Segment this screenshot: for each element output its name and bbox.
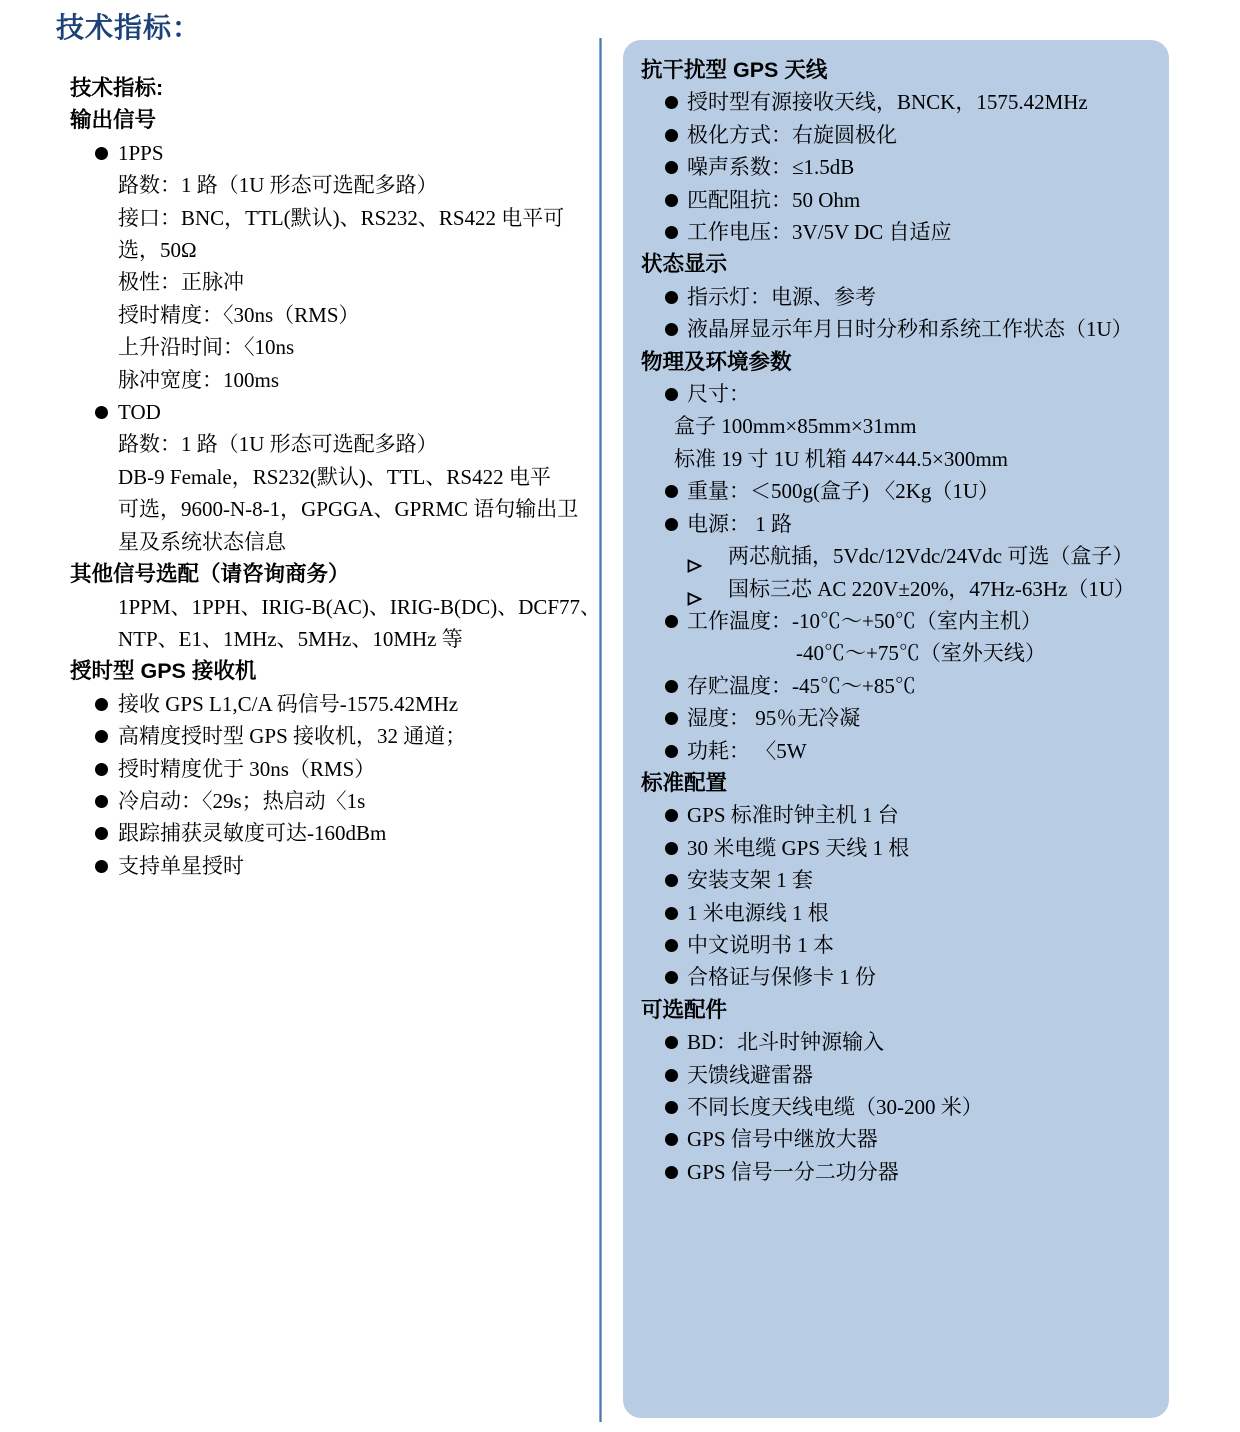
spec-line bbox=[641, 1156, 1151, 1188]
bullet-icon bbox=[665, 1069, 678, 1082]
spec-line bbox=[70, 461, 630, 493]
spec-line bbox=[70, 850, 630, 882]
bullet-icon bbox=[665, 615, 678, 628]
spec-line bbox=[70, 623, 630, 655]
page-title: 技术指标： bbox=[56, 12, 202, 43]
spec-line bbox=[641, 475, 1151, 507]
bullet-icon bbox=[95, 763, 108, 776]
bullet-icon bbox=[665, 809, 678, 822]
spec-text: 工作温度：-10℃～+50℃（室内主机） bbox=[687, 608, 1042, 633]
bullet-icon bbox=[95, 406, 108, 419]
spec-line bbox=[641, 961, 1151, 993]
bullet-icon bbox=[665, 842, 678, 855]
spec-line bbox=[641, 1123, 1151, 1155]
spec-text: 路数：1 路（1U 形态可选配多路） bbox=[118, 173, 438, 198]
spec-text: 脉冲宽度：100ms bbox=[118, 367, 280, 392]
spec-text: 噪声系数：≤1.5dB bbox=[687, 155, 855, 180]
spec-line bbox=[641, 573, 1151, 605]
spec-line bbox=[641, 702, 1151, 734]
spec-line bbox=[641, 151, 1151, 183]
bullet-icon bbox=[665, 1036, 678, 1049]
spec-line bbox=[70, 299, 630, 331]
bullet-icon bbox=[665, 1133, 678, 1146]
spec-text: 30 米电缆 GPS 天线 1 根 bbox=[687, 835, 910, 860]
spec-line bbox=[641, 119, 1151, 151]
spec-line bbox=[641, 767, 1151, 799]
spec-line bbox=[641, 1059, 1151, 1091]
spec-line bbox=[70, 169, 630, 201]
spec-line bbox=[70, 591, 630, 623]
spec-line bbox=[641, 897, 1151, 929]
spec-line bbox=[70, 558, 630, 590]
spec-line bbox=[641, 637, 1151, 669]
bullet-icon bbox=[665, 874, 678, 887]
bullet-icon bbox=[95, 698, 108, 711]
spec-line bbox=[70, 655, 630, 687]
bullet-icon bbox=[95, 795, 108, 808]
spec-text: 两芯航插，5Vdc/12Vdc/24Vdc 可选（盒子） bbox=[728, 544, 1134, 569]
spec-line bbox=[70, 688, 630, 720]
spec-text: 冷启动：〈29s；热启动〈1s bbox=[118, 788, 366, 813]
bullet-icon bbox=[665, 518, 678, 531]
spec-line bbox=[641, 605, 1151, 637]
spec-line bbox=[641, 1091, 1151, 1123]
spec-line bbox=[70, 266, 630, 298]
spec-text: TOD bbox=[118, 400, 161, 425]
panel-content bbox=[623, 40, 1169, 1188]
spec-text: 输出信号 bbox=[70, 108, 157, 133]
spec-line bbox=[70, 526, 630, 558]
bullet-icon bbox=[665, 194, 678, 207]
spec-line bbox=[641, 443, 1151, 475]
spec-text: 安装支架 1 套 bbox=[687, 868, 813, 893]
spec-text: 不同长度天线电缆（30-200 米） bbox=[687, 1095, 983, 1119]
spec-line bbox=[641, 54, 1151, 86]
bullet-icon bbox=[665, 680, 678, 693]
bullet-icon bbox=[665, 291, 678, 304]
spec-text: 抗干扰型 GPS 天线 bbox=[641, 58, 828, 82]
spec-text: BD：北斗时钟源输入 bbox=[687, 1030, 885, 1055]
spec-text: 重量：＜500g(盒子) 〈2Kg（1U） bbox=[687, 479, 1000, 504]
spec-line bbox=[641, 248, 1151, 280]
spec-line bbox=[641, 1026, 1151, 1058]
spec-text: GPS 信号中继放大器 bbox=[687, 1127, 878, 1152]
left-column bbox=[70, 72, 630, 882]
bullet-icon bbox=[665, 745, 678, 758]
spec-text: 1 米电源线 1 根 bbox=[687, 900, 829, 925]
spec-line bbox=[641, 799, 1151, 831]
bullet-icon bbox=[665, 939, 678, 952]
arrow-icon bbox=[687, 550, 702, 564]
spec-line bbox=[641, 929, 1151, 961]
spec-text: 1PPS bbox=[118, 140, 164, 165]
spec-line bbox=[641, 378, 1151, 410]
spec-line bbox=[641, 281, 1151, 313]
bullet-icon bbox=[665, 1166, 678, 1179]
spec-text: 盒子 100mm×85mm×31mm bbox=[674, 414, 917, 439]
spec-text: 上升沿时间：〈10ns bbox=[118, 335, 295, 360]
spec-line bbox=[70, 428, 630, 460]
spec-text: 功耗： 〈5W bbox=[687, 738, 807, 763]
spec-text: 授时型 GPS 接收机 bbox=[70, 659, 257, 684]
spec-text: 电源： 1 路 bbox=[687, 511, 792, 536]
bullet-icon bbox=[665, 1101, 678, 1114]
bullet-icon bbox=[665, 161, 678, 174]
spec-line bbox=[641, 313, 1151, 345]
spec-text: 授时精度优于 30ns（RMS） bbox=[118, 756, 376, 781]
spec-line bbox=[70, 331, 630, 363]
spec-line bbox=[641, 346, 1151, 378]
spec-text: 接口：BNC，TTL(默认)、RS232、RS422 电平可 bbox=[118, 205, 565, 230]
spec-panel bbox=[623, 40, 1169, 1418]
spec-text: 可选配件 bbox=[641, 997, 728, 1022]
spec-line bbox=[641, 735, 1151, 767]
spec-text: 标准 19 寸 1U 机箱 447×44.5×300mm bbox=[674, 446, 1009, 471]
bullet-icon bbox=[665, 712, 678, 725]
bullet-icon bbox=[95, 147, 108, 160]
spec-text: 选，50Ω bbox=[118, 238, 197, 263]
spec-text: 工作电压：3V/5V DC 自适应 bbox=[687, 220, 952, 245]
spec-text: DB-9 Female，RS232(默认)、TTL、RS422 电平 bbox=[118, 464, 551, 489]
spec-text: -40℃～+75℃（室外天线） bbox=[796, 641, 1046, 666]
spec-text: 匹配阻抗：50 Ohm bbox=[687, 187, 861, 212]
spec-line bbox=[641, 864, 1151, 896]
spec-line bbox=[641, 670, 1151, 702]
spec-text: 支持单星授时 bbox=[118, 853, 244, 878]
bullet-icon bbox=[95, 730, 108, 743]
arrow-icon bbox=[687, 583, 702, 597]
spec-text: 标准配置 bbox=[641, 770, 728, 795]
spec-text: 1PPM、1PPH、IRIG-B(AC)、IRIG-B(DC)、DCF77、 bbox=[118, 594, 602, 619]
spec-line bbox=[70, 234, 630, 266]
spec-text: 极性：正脉冲 bbox=[118, 270, 244, 295]
bullet-icon bbox=[665, 226, 678, 239]
bullet-icon bbox=[665, 129, 678, 142]
spec-line bbox=[70, 753, 630, 785]
spec-line bbox=[70, 364, 630, 396]
bullet-icon bbox=[95, 860, 108, 873]
bullet-icon bbox=[665, 388, 678, 401]
spec-text: 物理及环境参数 bbox=[641, 349, 792, 374]
spec-text: GPS 信号一分二功分器 bbox=[687, 1159, 899, 1184]
spec-text: 存贮温度：-45℃～+85℃ bbox=[687, 673, 916, 698]
spec-line bbox=[641, 410, 1151, 442]
spec-text: 授时型有源接收天线，BNCK，1575.42MHz bbox=[687, 90, 1088, 115]
spec-line bbox=[70, 493, 630, 525]
spec-text: 液晶屏显示年月日时分秒和系统工作状态（1U） bbox=[687, 317, 1133, 342]
bullet-icon bbox=[665, 907, 678, 920]
spec-text: 接收 GPS L1,C/A 码信号-1575.42MHz bbox=[118, 691, 459, 716]
spec-line bbox=[70, 202, 630, 234]
spec-text: 国标三芯 AC 220V±20%，47Hz-63Hz（1U） bbox=[728, 576, 1135, 601]
spec-line bbox=[641, 86, 1151, 118]
spec-text: NTP、E1、1MHz、5MHz、10MHz 等 bbox=[118, 626, 463, 651]
spec-text: 跟踪捕获灵敏度可达-160dBm bbox=[118, 821, 387, 846]
spec-line bbox=[70, 817, 630, 849]
spec-line bbox=[641, 184, 1151, 216]
spec-text: 极化方式：右旋圆极化 bbox=[687, 122, 897, 147]
spec-text: 天馈线避雷器 bbox=[687, 1062, 813, 1087]
spec-text: 中文说明书 1 本 bbox=[687, 932, 834, 957]
spec-line bbox=[641, 540, 1151, 572]
bullet-icon bbox=[665, 971, 678, 984]
spec-text: 尺寸： bbox=[687, 382, 750, 407]
spec-line bbox=[641, 994, 1151, 1026]
spec-text: 授时精度：〈30ns（RMS） bbox=[118, 302, 360, 327]
spec-line bbox=[70, 720, 630, 752]
spec-text: 路数：1 路（1U 形态可选配多路） bbox=[118, 432, 438, 457]
spec-line bbox=[70, 72, 630, 104]
spec-text: GPS 标准时钟主机 1 台 bbox=[687, 803, 899, 828]
spec-line bbox=[641, 216, 1151, 248]
spec-text: 星及系统状态信息 bbox=[118, 529, 286, 554]
spec-line bbox=[70, 396, 630, 428]
spec-text: 合格证与保修卡 1 份 bbox=[687, 965, 876, 990]
bullet-icon bbox=[665, 96, 678, 109]
spec-text: 其他信号选配（请咨询商务） bbox=[70, 562, 350, 587]
spec-line bbox=[70, 137, 630, 169]
spec-text: 技术指标: bbox=[70, 76, 164, 100]
bullet-icon bbox=[665, 485, 678, 498]
spec-line bbox=[641, 832, 1151, 864]
spec-line bbox=[70, 104, 630, 136]
spec-line bbox=[641, 508, 1151, 540]
spec-text: 湿度： 95％无冷凝 bbox=[687, 706, 861, 731]
spec-line bbox=[70, 785, 630, 817]
spec-text: 可选，9600-N-8-1，GPGGA、GPRMC 语句输出卫 bbox=[118, 497, 579, 522]
spec-text: 高精度授时型 GPS 接收机，32 通道； bbox=[118, 724, 467, 749]
spec-text: 状态显示 bbox=[641, 252, 728, 277]
bullet-icon bbox=[95, 827, 108, 840]
bullet-icon bbox=[665, 323, 678, 336]
spec-text: 指示灯：电源、参考 bbox=[687, 284, 876, 309]
